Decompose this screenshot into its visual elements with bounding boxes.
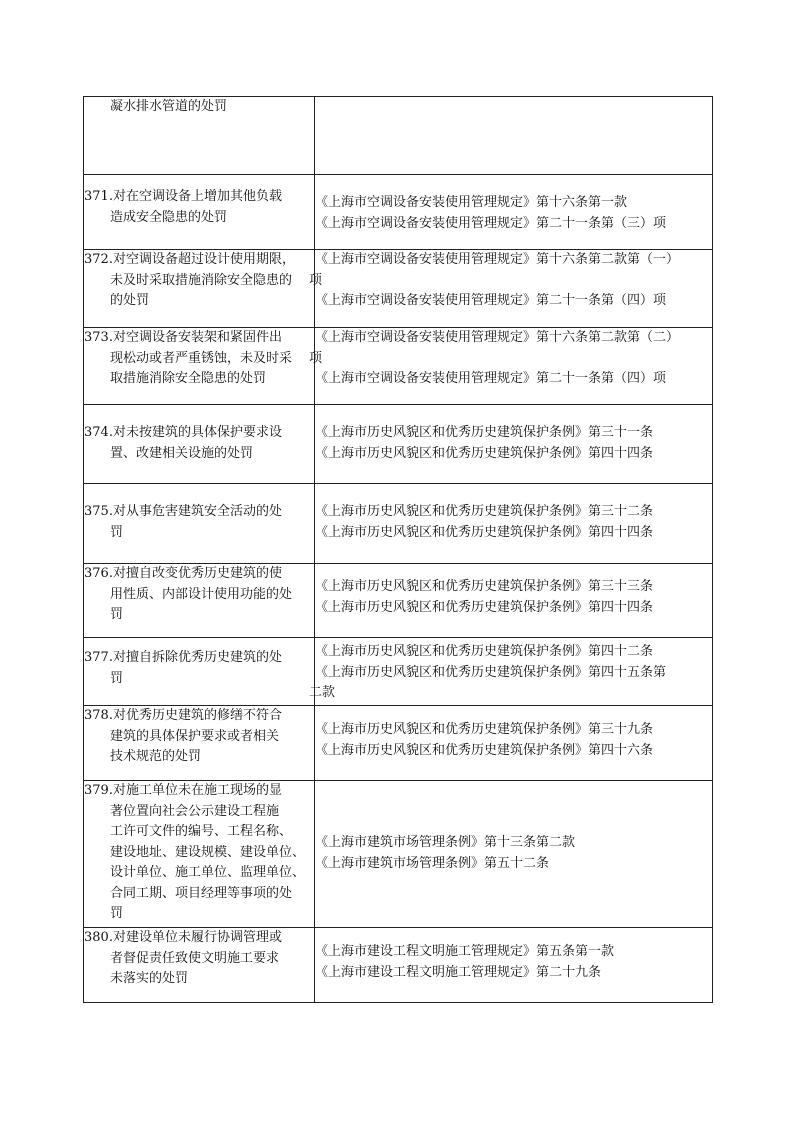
item-text-line: 用性质、内部设计使用功能的处 <box>110 586 293 602</box>
item-text-line: 凝水排水管道的处罚 <box>110 99 228 114</box>
legal-basis-cell <box>315 484 713 564</box>
item-text-line: 设计单位、施工单位、监理单位、 <box>110 865 306 880</box>
basis-text-line: 《上海市空调设备安装使用管理规定》第二十一条第（四）项 <box>315 293 667 308</box>
basis-text-line: 《上海市历史风貌区和优秀历史建筑保护条例》第四十二条 <box>315 644 654 659</box>
table-row <box>84 564 713 638</box>
legal-basis-cell <box>315 781 713 928</box>
item-text-line: 造成安全隐患的处罚 <box>110 209 228 225</box>
table-row <box>84 638 713 706</box>
table-row <box>84 928 713 1003</box>
table-row <box>84 706 713 781</box>
item-text-line: 者督促责任致使文明施工要求 <box>110 950 280 966</box>
basis-text-line: 《上海市历史风貌区和优秀历史建筑保护条例》第三十二条 <box>315 504 654 519</box>
item-text-line: 未及时采取措施消除安全隐患的 <box>110 272 293 288</box>
basis-text-line: 《上海市建设工程文明施工管理规定》第二十九条 <box>315 964 602 980</box>
item-text-line: 著位置向社会公示建设工程施 <box>110 803 280 819</box>
penalty-item-cell <box>84 564 315 638</box>
basis-text-line: 《上海市建筑市场管理条例》第五十二条 <box>315 855 550 871</box>
legal-basis-cell <box>315 97 713 175</box>
basis-text-line: 《上海市历史风貌区和优秀历史建筑保护条例》第四十五条第 <box>315 664 667 680</box>
item-text-line: 罚 <box>110 906 124 921</box>
item-text-line: 未落实的处罚 <box>110 971 189 986</box>
item-text-line: 的处罚 <box>110 293 150 308</box>
table-row <box>84 328 713 405</box>
item-text-line: 380.对建设单位未履行协调管理或 <box>84 930 282 945</box>
item-text-line: 378.对优秀历史建筑的修缮不符合 <box>84 708 282 723</box>
basis-text-line: 《上海市空调设备安装使用管理规定》第十六条第二款第（一） <box>315 252 680 267</box>
basis-text-line: 项 <box>309 272 323 288</box>
item-text-line: 置、改建相关设施的处罚 <box>110 445 254 461</box>
item-text-line: 建设地址、建设规模、建设单位、 <box>110 844 306 860</box>
table-row <box>84 484 713 564</box>
basis-text-line: 《上海市历史风貌区和优秀历史建筑保护条例》第三十一条 <box>315 425 654 440</box>
item-text-line: 罚 <box>110 670 124 686</box>
basis-text-line: 《上海市建筑市场管理条例》第十三条第二款 <box>315 835 576 850</box>
basis-text-line: 《上海市空调设备安装使用管理规定》第二十一条第（四）项 <box>315 371 667 386</box>
legal-basis-cell <box>315 706 713 781</box>
penalty-table <box>83 96 713 1003</box>
penalty-item-cell <box>84 405 315 484</box>
basis-text-line: 《上海市历史风貌区和优秀历史建筑保护条例》第四十四条 <box>315 524 654 540</box>
penalty-item-cell <box>84 706 315 781</box>
item-text-line: 372.对空调设备超过设计使用期限， <box>84 252 295 267</box>
penalty-item-cell <box>84 781 315 928</box>
item-text-line: 379.对施工单位未在施工现场的显 <box>84 783 282 798</box>
legal-basis-cell <box>309 250 713 328</box>
penalty-item-cell <box>84 638 315 706</box>
basis-text-line: 《上海市空调设备安装使用管理规定》第二十一条第（三）项 <box>315 215 667 231</box>
table-row <box>84 250 713 328</box>
item-text-line: 374.对未按建筑的具体保护要求设 <box>84 425 282 440</box>
basis-text-line: 项 <box>309 350 323 366</box>
basis-text-line: 《上海市建设工程文明施工管理规定》第五条第一款 <box>315 944 615 959</box>
legal-basis-cell <box>315 564 713 638</box>
item-text-line: 技术规范的处罚 <box>110 749 202 764</box>
penalty-item-cell <box>84 175 315 250</box>
penalty-item-cell <box>84 250 315 328</box>
item-text-line: 现松动或者严重锈蚀，未及时采 <box>110 350 293 366</box>
legal-basis-cell <box>315 928 713 1003</box>
legal-basis-cell <box>309 638 713 706</box>
item-text-line: 建筑的具体保护要求或者相关 <box>110 728 280 744</box>
legal-basis-cell <box>315 405 713 484</box>
basis-text-line: 《上海市空调设备安装使用管理规定》第十六条第二款第（二） <box>315 330 680 345</box>
item-text-line: 罚 <box>110 607 124 622</box>
basis-text-line: 《上海市空调设备安装使用管理规定》第十六条第一款 <box>315 195 628 210</box>
table-row <box>84 97 713 175</box>
item-text-line: 合同工期、项目经理等事项的处 <box>110 885 293 901</box>
item-text-line: 377.对擅自拆除优秀历史建筑的处 <box>84 650 282 665</box>
item-text-line: 371.对在空调设备上增加其他负载 <box>84 189 282 204</box>
penalty-item-cell <box>84 97 315 175</box>
basis-text-line: 《上海市历史风貌区和优秀历史建筑保护条例》第四十四条 <box>315 445 654 461</box>
basis-text-line: 《上海市历史风貌区和优秀历史建筑保护条例》第三十三条 <box>315 579 654 594</box>
item-text-line: 376.对擅自改变优秀历史建筑的使 <box>84 566 282 581</box>
item-text-line: 375.对从事危害建筑安全活动的处 <box>84 504 282 519</box>
legal-basis-cell <box>315 175 713 250</box>
basis-text-line: 《上海市历史风貌区和优秀历史建筑保护条例》第四十六条 <box>315 742 654 758</box>
table-row <box>84 405 713 484</box>
table-row <box>84 781 713 928</box>
penalty-item-cell <box>84 328 315 405</box>
table-row <box>84 175 713 250</box>
legal-basis-cell <box>309 328 713 405</box>
basis-text-line: 《上海市历史风貌区和优秀历史建筑保护条例》第四十四条 <box>315 599 654 615</box>
item-text-line: 罚 <box>110 524 124 540</box>
penalty-item-cell <box>84 928 315 1003</box>
item-text-line: 373.对空调设备安装架和紧固件出 <box>84 330 282 345</box>
item-text-line: 取措施消除安全隐患的处罚 <box>110 371 267 386</box>
penalty-item-cell <box>84 484 315 564</box>
item-text-line: 工许可文件的编号、工程名称、 <box>110 824 293 839</box>
basis-text-line: 二款 <box>309 685 336 700</box>
basis-text-line: 《上海市历史风貌区和优秀历史建筑保护条例》第三十九条 <box>315 722 654 737</box>
